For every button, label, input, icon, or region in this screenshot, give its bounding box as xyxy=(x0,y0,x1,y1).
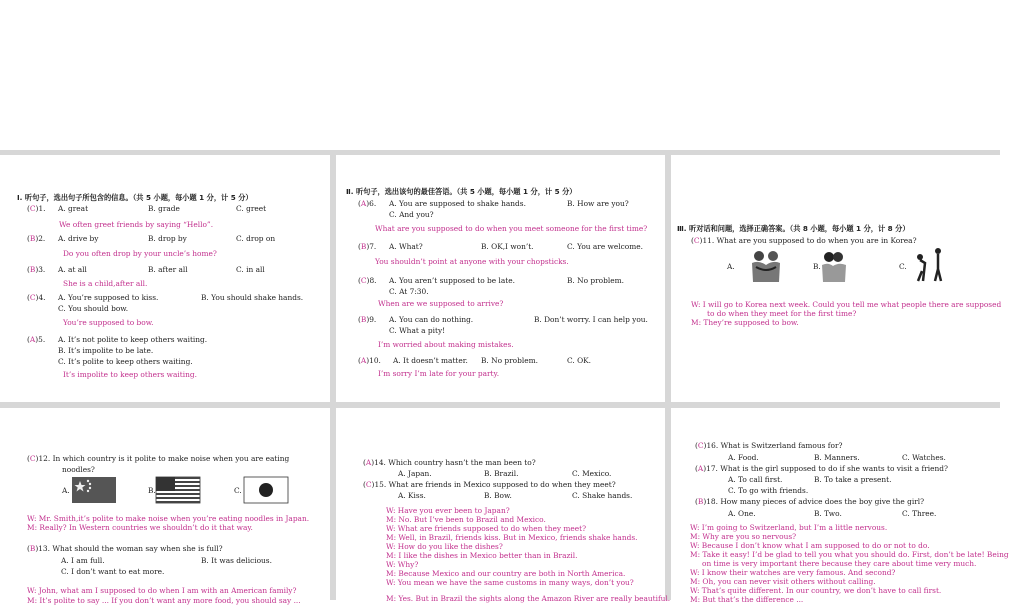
q3-script: She is a child,after all. xyxy=(63,279,148,288)
q9-script: I’m worried about making mistakes. xyxy=(378,340,514,349)
q16-option-b: B. Manners. xyxy=(814,453,860,462)
panel-section-2 xyxy=(336,155,665,402)
q15-option-a: A. Kiss. xyxy=(398,491,426,500)
q1-option-a: A. great xyxy=(58,204,89,213)
dialogue-line: W: What are friends supposed to do when they meet? xyxy=(386,524,587,533)
q14-option-c: C. Mexico. xyxy=(572,469,612,478)
q4-option-c: C. You should bow. xyxy=(58,304,129,313)
q9-option-c: C. What a pity! xyxy=(389,326,446,335)
q2-option-a: A. drive by xyxy=(58,234,99,243)
q4-option-b: B. You should shake hands. xyxy=(201,293,304,302)
dialogue-line: M: I like the dishes in Mexico better than in Brazil. xyxy=(386,551,578,560)
q3-option-b: B. after all xyxy=(148,265,188,274)
q15-option-c: C. Shake hands. xyxy=(572,491,633,500)
q15-option-b: B. Bow. xyxy=(484,491,512,500)
dialogue-line: W: Have you ever been to Japan? xyxy=(386,506,510,515)
q5-option-a: A. It’s not polite to keep others waiting. xyxy=(58,335,208,344)
q14-option-a: A. Japan. xyxy=(398,469,432,478)
q16-option-a: A. Food. xyxy=(728,453,759,462)
q9-option-b: B. Don’t worry. I can help you. xyxy=(534,315,648,324)
q8-script: When are we supposed to arrive? xyxy=(378,299,504,308)
dialogue-line: on time is very important there because they care about time very much. xyxy=(702,559,977,568)
question-2: (B)2. xyxy=(27,234,46,243)
q13-script-line-1: W: John, what am I supposed to do when I am with an American family? xyxy=(27,586,297,595)
dialogue-line: M: But that’s the difference ... xyxy=(690,595,804,604)
panel-section-4 xyxy=(0,408,330,605)
section-2-header: Ⅱ. 听句子，选出该句的最佳答语。（共 5 小题，每小题 1 分，计 5 分） xyxy=(346,187,577,196)
question-14: (A)14. Which country hasn’t the man been to? xyxy=(363,458,536,467)
dialogue-line: M: Oh, you can never visit others without calling. xyxy=(690,577,876,586)
kiss-picture xyxy=(819,249,849,283)
question-7: (B)7. xyxy=(358,242,377,251)
q12-script-line-1: W: Mr. Smith,it’s polite to make noise when you’re eating noodles in Japan. xyxy=(27,514,310,523)
usa-flag-icon xyxy=(156,477,200,503)
q8-option-a: A. You aren’t supposed to be late. xyxy=(389,276,515,285)
q6-option-a: A. You are supposed to shake hands. xyxy=(389,199,526,208)
panel-section-1 xyxy=(0,155,330,402)
q12-text-line-2: noodles? xyxy=(62,465,95,474)
q11-option-c: C. xyxy=(899,262,907,271)
q17-option-b: B. To take a present. xyxy=(814,475,892,484)
q11-script-line-2: to do when they meet for the first time? xyxy=(707,309,857,318)
q4-script: You’re supposed to bow. xyxy=(63,318,154,327)
dialogue-line: W: I know their watches are very famous. And second? xyxy=(690,568,896,577)
q13-script-line-2: M: It’s polite to say ... If you don’t want any more food, you should say ... xyxy=(27,596,301,605)
q4-option-a: A. You’re supposed to kiss. xyxy=(58,293,159,302)
china-flag-icon xyxy=(72,477,116,503)
q2-option-b: B. drop by xyxy=(148,234,187,243)
q18-option-a: A. One. xyxy=(728,509,756,518)
q3-option-c: C. in all xyxy=(236,265,265,274)
question-5: (A)5. xyxy=(27,335,46,344)
dialogue-line: W: That’s quite different. In our country, we don’t have to call first. xyxy=(690,586,942,595)
question-12: (C)12. In which country is it polite to make noise when you are eating xyxy=(27,454,290,463)
dialogue-line: M: No. But I’ve been to Brazil and Mexico. xyxy=(386,515,546,524)
q8-option-b: B. No problem. xyxy=(567,276,624,285)
q10-script: I’m sorry I’m late for your party. xyxy=(378,369,500,378)
q9-option-a: A. You can do nothing. xyxy=(389,315,474,324)
q1-script: We often greet friends by saying “Hello”. xyxy=(59,220,214,229)
q3-option-a: A. at all xyxy=(58,265,87,274)
q14-option-b: B. Brazil. xyxy=(484,469,519,478)
q13-option-a: A. I am full. xyxy=(61,556,105,565)
q17-option-c: C. To go with friends. xyxy=(728,486,809,495)
dialogue-line: M: Why are you so nervous? xyxy=(690,532,797,541)
japan-flag-icon xyxy=(244,477,288,503)
dialogue-line: M: Yes. But in Brazil the sights along the Amazon River are really beautiful. xyxy=(386,594,671,603)
q1-option-b: B. grade xyxy=(148,204,180,213)
hug-picture xyxy=(749,249,783,283)
q11-script-line-3: M: They’re supposed to bow. xyxy=(691,318,799,327)
q10-option-a: A. It doesn’t matter. xyxy=(393,356,468,365)
q12-option-b: B. xyxy=(148,486,156,495)
q6-option-b: B. How are you? xyxy=(567,199,629,208)
q2-script: Do you often drop by your uncle’s home? xyxy=(63,249,217,258)
dialogue-line: W: You mean we have the same customs in many ways, don’t you? xyxy=(386,578,634,587)
q11-option-b: B. xyxy=(813,262,821,271)
q7-script: You shouldn’t point at anyone with your chopsticks. xyxy=(375,257,569,266)
q5-option-b: B. It’s impolite to be late. xyxy=(58,346,154,355)
dialogue-line: M: Take it easy! I’d be glad to tell you what you should do. First, don’t be late! Being xyxy=(690,550,1009,559)
question-3: (B)3. xyxy=(27,265,46,274)
question-18: (B)18. How many pieces of advice does the boy give the girl? xyxy=(695,497,925,506)
q1-option-c: C. greet xyxy=(236,204,267,213)
q7-option-a: A. What? xyxy=(389,242,423,251)
section-1-header: Ⅰ. 听句子，选出句子所包含的信息。（共 5 小题，每小题 1 分，计 5 分） xyxy=(17,193,253,202)
section-3-header: Ⅲ. 听对话和问题，选择正确答案。（共 8 小题，每小题 1 分，计 8 分） xyxy=(677,224,910,233)
q12-option-a: A. xyxy=(62,486,70,495)
question-17: (A)17. What is the girl supposed to do if she wants to visit a friend? xyxy=(695,464,948,473)
question-10: (A)10. xyxy=(358,356,381,365)
question-16: (C)16. What is Switzerland famous for? xyxy=(695,441,843,450)
question-9: (B)9. xyxy=(358,315,377,324)
q7-option-b: B. OK,I won’t. xyxy=(481,242,534,251)
dialogue-line: W: I’m going to Switzerland, but I’m a little nervous. xyxy=(690,523,888,532)
q5-script: It’s impolite to keep others waiting. xyxy=(63,370,197,379)
q11-option-a: A. xyxy=(727,262,735,271)
q13-option-b: B. It was delicious. xyxy=(201,556,272,565)
dialogue-line: M: Because Mexico and our country are both in North America. xyxy=(386,569,626,578)
question-1: (C)1. xyxy=(27,204,46,213)
bow-picture xyxy=(911,247,945,283)
q7-option-c: C. You are welcome. xyxy=(567,242,643,251)
q10-option-c: C. OK. xyxy=(567,356,592,365)
question-4: (C)4. xyxy=(27,293,46,302)
panel-section-5 xyxy=(336,408,671,603)
dialogue-line: W: Why? xyxy=(386,560,419,569)
q18-option-b: B. Two. xyxy=(814,509,842,518)
q5-option-c: C. It’s polite to keep others waiting. xyxy=(58,357,193,366)
question-6: (A)6. xyxy=(358,199,377,208)
q17-option-a: A. To call first. xyxy=(728,475,783,484)
question-13: (B)13. What should the woman say when she is full? xyxy=(27,544,223,553)
panel-section-3 xyxy=(671,155,1000,402)
q11-script-line-1: W: I will go to Korea next week. Could you tell me what people there are supposed xyxy=(691,300,1002,309)
panel-section-6 xyxy=(671,408,1009,604)
q12-option-c: C. xyxy=(234,486,242,495)
q8-option-c: C. At 7:30. xyxy=(389,287,429,296)
q2-option-c: C. drop on xyxy=(236,234,276,243)
q6-script: What are you supposed to do when you meet someone for the first time? xyxy=(375,224,648,233)
q10-option-b: B. No problem. xyxy=(481,356,538,365)
question-8: (C)8. xyxy=(358,276,377,285)
q16-option-c: C. Watches. xyxy=(902,453,946,462)
question-15: (C)15. What are friends in Mexico supposed to do when they meet? xyxy=(363,480,616,489)
dialogue-line: W: How do you like the dishes? xyxy=(386,542,503,551)
dialogue-line: W: Because I don’t know what I am supposed to do or not to do. xyxy=(690,541,930,550)
q6-option-c: C. And you? xyxy=(389,210,434,219)
q18-option-c: C. Three. xyxy=(902,509,937,518)
question-11: (C)11. What are you supposed to do when you are in Korea? xyxy=(691,236,917,245)
dialogue-line: M: Well, in Brazil, friends kiss. But in Mexico, friends shake hands. xyxy=(386,533,638,542)
q13-option-c: C. I don’t want to eat more. xyxy=(61,567,165,576)
q12-script-line-2: M: Really? In Western countries we shouldn’t do it that way. xyxy=(27,523,253,532)
